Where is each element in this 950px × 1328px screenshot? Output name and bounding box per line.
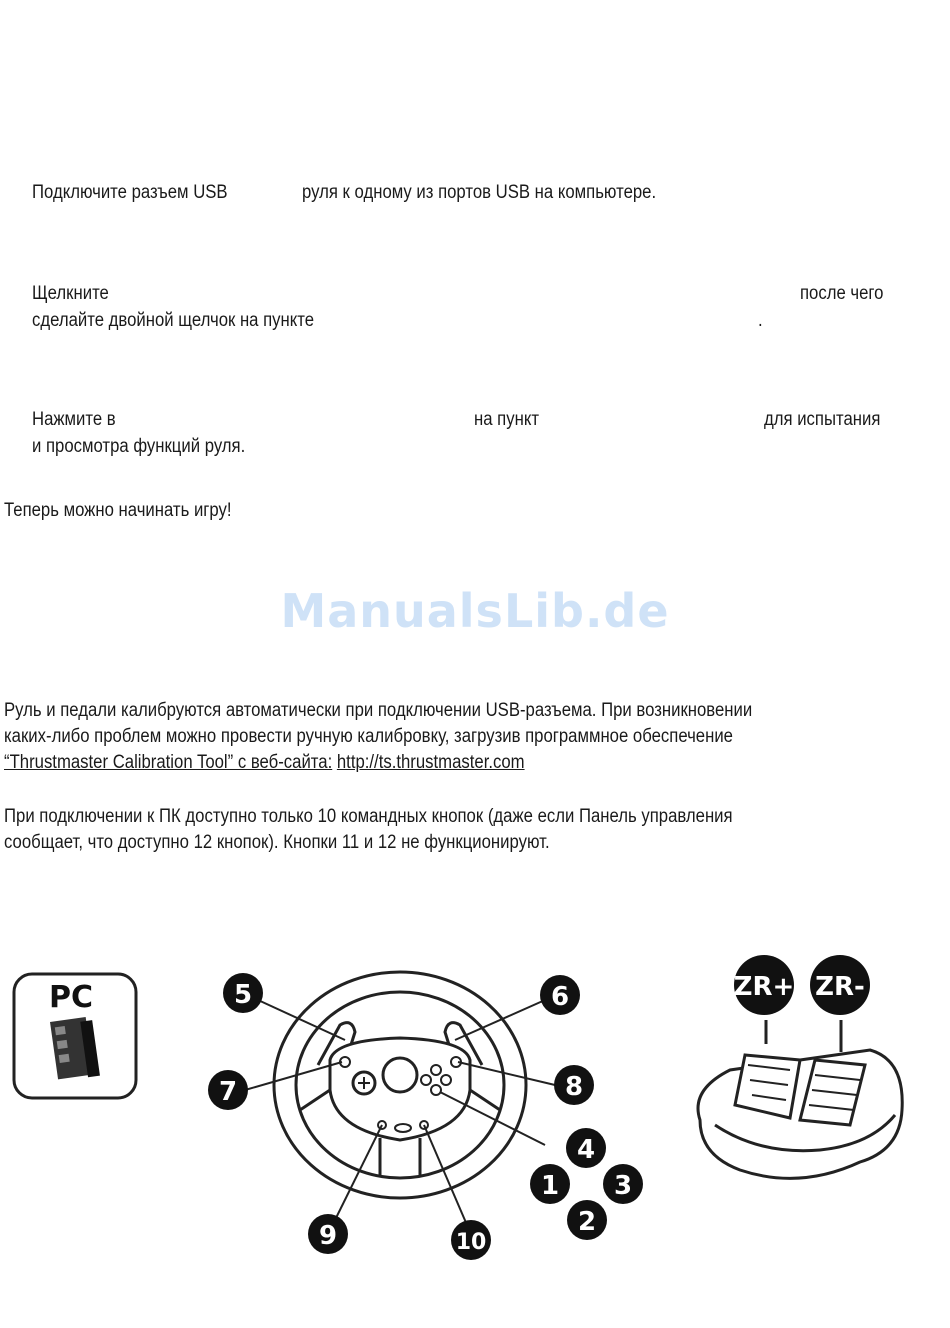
pedals-icon xyxy=(698,1020,902,1178)
callout-7 xyxy=(208,1070,248,1110)
step2-text-line2: сделайте двойной щелчок на пункте xyxy=(32,310,315,331)
note-line2: сообщает, что доступно 12 кнопок). Кнопки 11 и 12 не функционируют. xyxy=(4,832,550,853)
watermark: ManualsLib.de xyxy=(280,584,670,638)
ready-text: Теперь можно начинать игру! xyxy=(4,500,232,521)
callout-6 xyxy=(540,975,580,1015)
svg-text:10: 10 xyxy=(455,1230,487,1255)
wheel-button-diagram xyxy=(0,940,950,1280)
step3-text-mid: на пункт xyxy=(474,409,539,430)
calibration-line2: каких-либо проблем можно провести ручную калибровку, загрузив программное обеспечение xyxy=(4,726,733,747)
svg-text:3: 3 xyxy=(613,1171,633,1201)
svg-text:1: 1 xyxy=(540,1171,560,1201)
calibration-line3 xyxy=(4,753,525,772)
callout-3 xyxy=(603,1164,643,1204)
step1-text-cont: руля к одному из портов USB на компьютере. xyxy=(302,182,657,203)
callout-9 xyxy=(308,1214,348,1254)
callout-zr-plus xyxy=(734,955,795,1015)
step2-text-after: после чего xyxy=(800,283,884,304)
calibration-tool-text: “Thrustmaster Calibration Tool” с веб-сайта: xyxy=(4,752,333,773)
step3-text: Нажмите в xyxy=(32,409,116,430)
thrustmaster-url-link[interactable]: http://ts.thrustmaster.com xyxy=(336,752,525,773)
svg-text:4: 4 xyxy=(576,1135,596,1165)
callout-4 xyxy=(566,1128,606,1168)
callout-zr-minus xyxy=(810,955,870,1015)
step2-period: . xyxy=(758,310,763,331)
svg-text:9: 9 xyxy=(318,1221,338,1251)
svg-text:ZR+: ZR+ xyxy=(733,972,795,1002)
note-line1: При подключении к ПК доступно только 10 командных кнопок (даже если Панель управления xyxy=(4,806,733,827)
step2-text: Щелкните xyxy=(32,283,109,304)
callout-2 xyxy=(567,1200,607,1240)
pc-label: PC xyxy=(48,980,94,1015)
calibration-line1: Руль и педали калибруются автоматически при подключении USB-разъема. При возникновении xyxy=(4,700,753,721)
steering-wheel-icon xyxy=(274,972,526,1198)
callout-8 xyxy=(554,1065,594,1105)
callout-10 xyxy=(451,1220,491,1260)
usb-plug-icon xyxy=(50,1016,100,1081)
callout-5 xyxy=(223,973,263,1013)
callout-1 xyxy=(530,1164,570,1204)
step3-text-end: для испытания xyxy=(764,409,881,430)
svg-text:ZR-: ZR- xyxy=(815,972,865,1002)
svg-text:2: 2 xyxy=(577,1207,597,1237)
svg-text:6: 6 xyxy=(550,982,570,1012)
svg-text:5: 5 xyxy=(233,980,253,1010)
svg-text:7: 7 xyxy=(218,1077,238,1107)
step3-text-line2: и просмотра функций руля. xyxy=(32,436,246,457)
svg-text:8: 8 xyxy=(564,1072,584,1102)
pc-icon xyxy=(14,974,136,1098)
step1-text: Подключите разъем USB xyxy=(32,182,228,203)
